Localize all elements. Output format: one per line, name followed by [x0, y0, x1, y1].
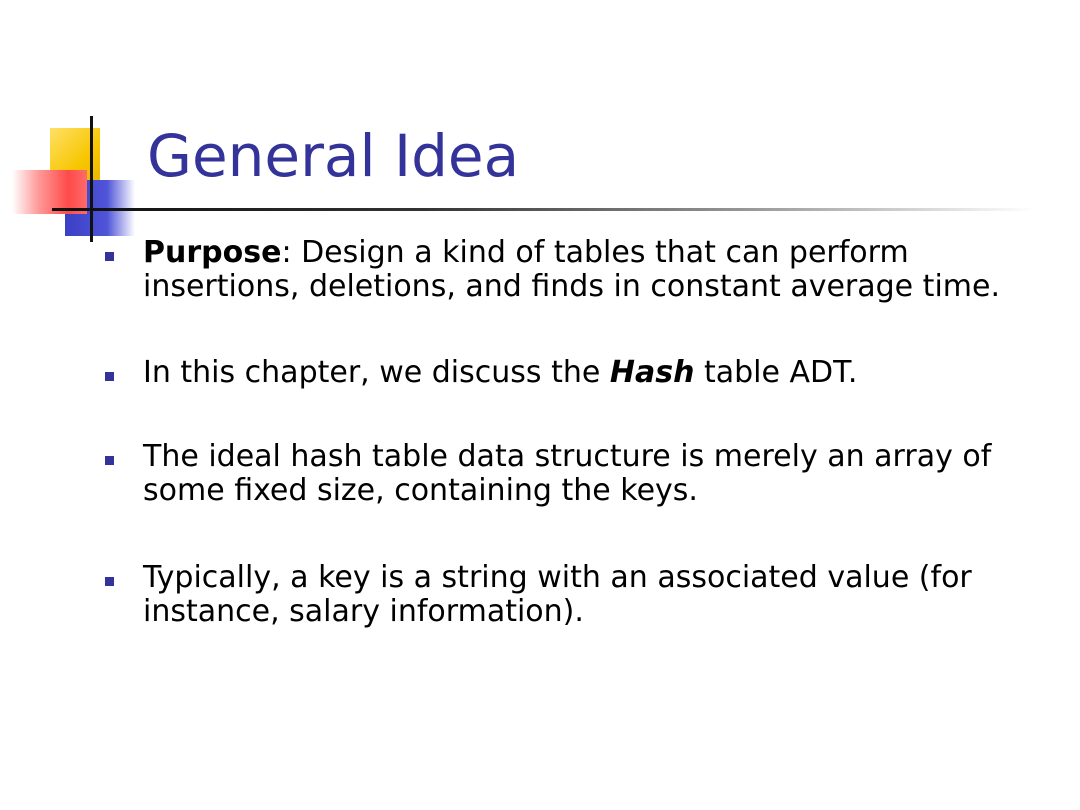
bullet-text: In this chapter, we discuss the	[143, 355, 610, 390]
vertical-rule-icon	[90, 116, 93, 242]
bullet-item	[100, 561, 1020, 629]
square-bullet-icon	[105, 252, 114, 261]
slide-title: General Idea	[147, 122, 520, 190]
bullet-text: The ideal hash table data structure is merely an array of some fixed size, containing the keys.	[143, 439, 992, 508]
bullet-item	[100, 440, 1020, 508]
bullet-lead: Purpose	[143, 235, 282, 270]
bullet-item	[100, 356, 1020, 390]
title-underline	[94, 208, 1034, 211]
square-bullet-icon	[105, 577, 114, 586]
bullet-text: : Design a kind of tables that can perform insertions, deletions, and finds in constant average time.	[143, 235, 1000, 304]
square-bullet-icon	[105, 456, 114, 465]
bullet-item	[100, 236, 1020, 304]
bullet-text: Typically, a key is a string with an associated value (for instance, salary information).	[143, 560, 972, 629]
bullet-list	[100, 236, 1020, 629]
square-bullet-icon	[105, 372, 114, 381]
bullet-text: table ADT.	[694, 355, 858, 390]
bullet-emphasis: Hash	[609, 355, 695, 390]
